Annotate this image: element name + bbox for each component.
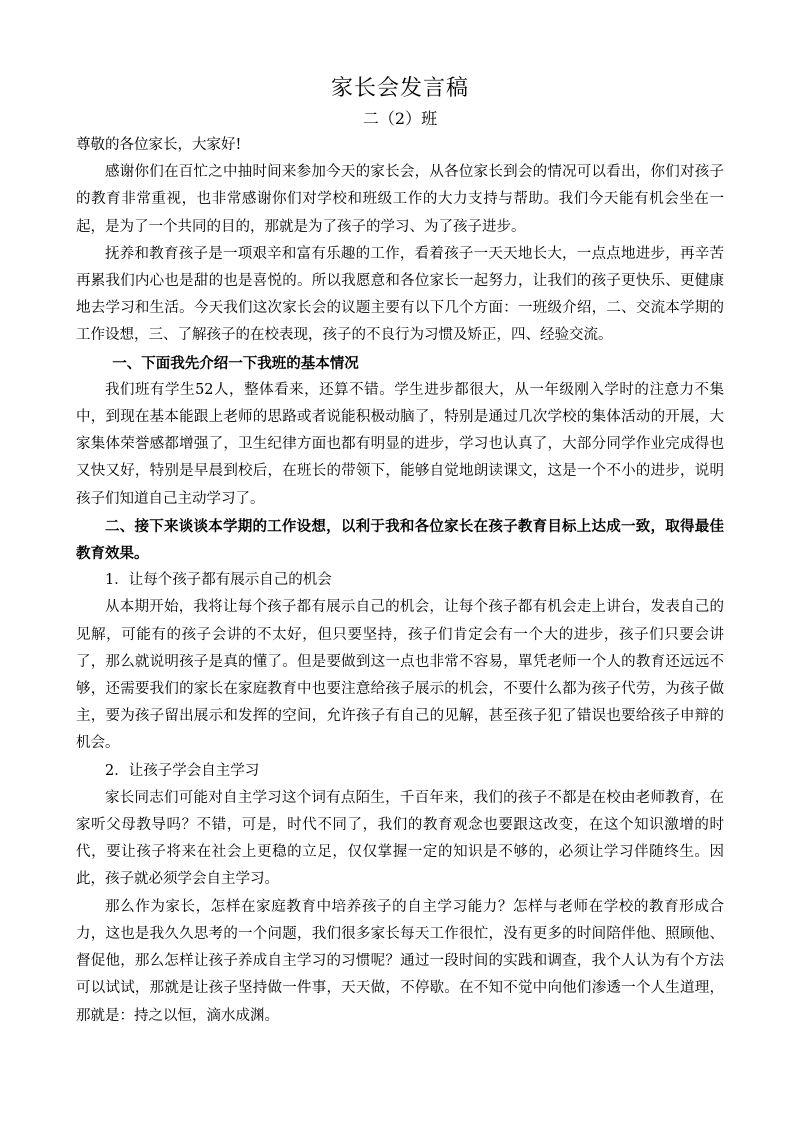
- paragraph-self-study: 家长同志们可能对自主学习这个词有点陌生，千百年来，我们的孩子不都是在校由老师教育，在家听父母教导吗？不错，可是，时代不同了，我们的教育观念也要跟这改变，在这个知识激增的时代，要让孩子将来在社会上更稳的立足，仅仅掌握一定的知识是不够的，必须让学习伴随终生。因此，孩子就必须学会自主学习。: [76, 789, 724, 888]
- item-heading-self-study: 2．让孩子学会自主学习: [105, 762, 260, 779]
- document-page: [76, 72, 724, 1030]
- paragraph-parent-role: 那么作为家长，怎样在家庭教育中培养孩子的自主学习能力？怎样与老师在学校的教育形成合力，这也是我久久思考的一个问题，我们很多家长每天工作很忙，没有更多的时间陪伴他、照顾他、督促他，那么怎样让孩子养成自主学习的习惯呢？通过一段时间的实践和调查，我个人认为有个方法可以试试，那就是让孩子坚持做一件事，天天做，不停歇。在不知不觉中向他们渗透一个人生道理，那就是：持之以恒，滴水成渊。: [76, 898, 724, 1024]
- document-subtitle: 二（2）班: [362, 109, 438, 128]
- paragraph-class-intro: 我们班有学生52人，整体看来，还算不错。学生进步都很大，从一年级刚入学时的注意力不集中，到现在基本能跟上老师的思路或者说能积极动脑了，特别是通过几次学校的集体活动的开展，大家集体荣誉感都增强了，卫生纪律方面也都有明显的进步，学习也认真了，大部分同学作业完成得也又快又好，特别是早晨到校后，在班长的带领下，能够自觉地朗读课文，这是一个不小的进步，说明孩子们知道自己主动学习了。: [76, 381, 724, 507]
- paragraph-thanks: 感谢你们在百忙之中抽时间来参加今天的家长会，从各位家长到会的情况可以看出，你们对孩子的教育非常重视，也非常感谢你们对学校和班级工作的大力支持与帮助。我们今天能有机会坐在一起，是为了一个共同的目的，那就是为了孩子的学习、为了孩子进步。: [76, 164, 724, 235]
- document-title: 家长会发言稿: [330, 76, 469, 101]
- item-heading-showcase: 1．让每个孩子都有展示自己的机会: [105, 572, 332, 589]
- section-heading-work-plan: 二、接下来谈谈本学期的工作设想，以利于我和各位家长在孩子教育目标上达成一致，取得最佳教育效果。: [76, 517, 724, 563]
- paragraph-agenda: 抚养和教育孩子是一项艰辛和富有乐趣的工作，看着孩子一天天地长大，一点点地进步，再辛苦再累我们内心也是甜的也是喜悦的。所以我愿意和各位家长一起努力，让我们的孩子更快乐、更健康地去学习和生活。今天我们这次家长会的议题主要有以下几个方面：一班级介绍，二、交流本学期的工作设想，三、了解孩子的在校表现，孩子的不良行为习惯及矫正，四、经验交流。: [76, 245, 724, 344]
- greeting: 尊敬的各位家长，大家好!: [76, 137, 242, 153]
- paragraph-showcase: 从本期开始，我将让每个孩子都有展示自己的机会，让每个孩子都有机会走上讲台，发表自己的见解，可能有的孩子会讲的不太好，但只要坚持，孩子们肯定会有一个大的进步，孩子们只要会讲了，那么就说明孩子是真的懂了。但是要做到这一点也非常不容易，單凭老师一个人的教育还远远不够，还需要我们的家长在家庭教育中也要注意给孩子展示的机会，不要什么都为孩子代劳，为孩子做主，要为孩子留出展示和发挥的空间，允许孩子有自己的见解，甚至孩子犯了错误也要给孩子申辩的机会。: [76, 599, 724, 752]
- section-heading-class-intro: 一、下面我先介绍一下我班的基本情况: [112, 354, 359, 372]
